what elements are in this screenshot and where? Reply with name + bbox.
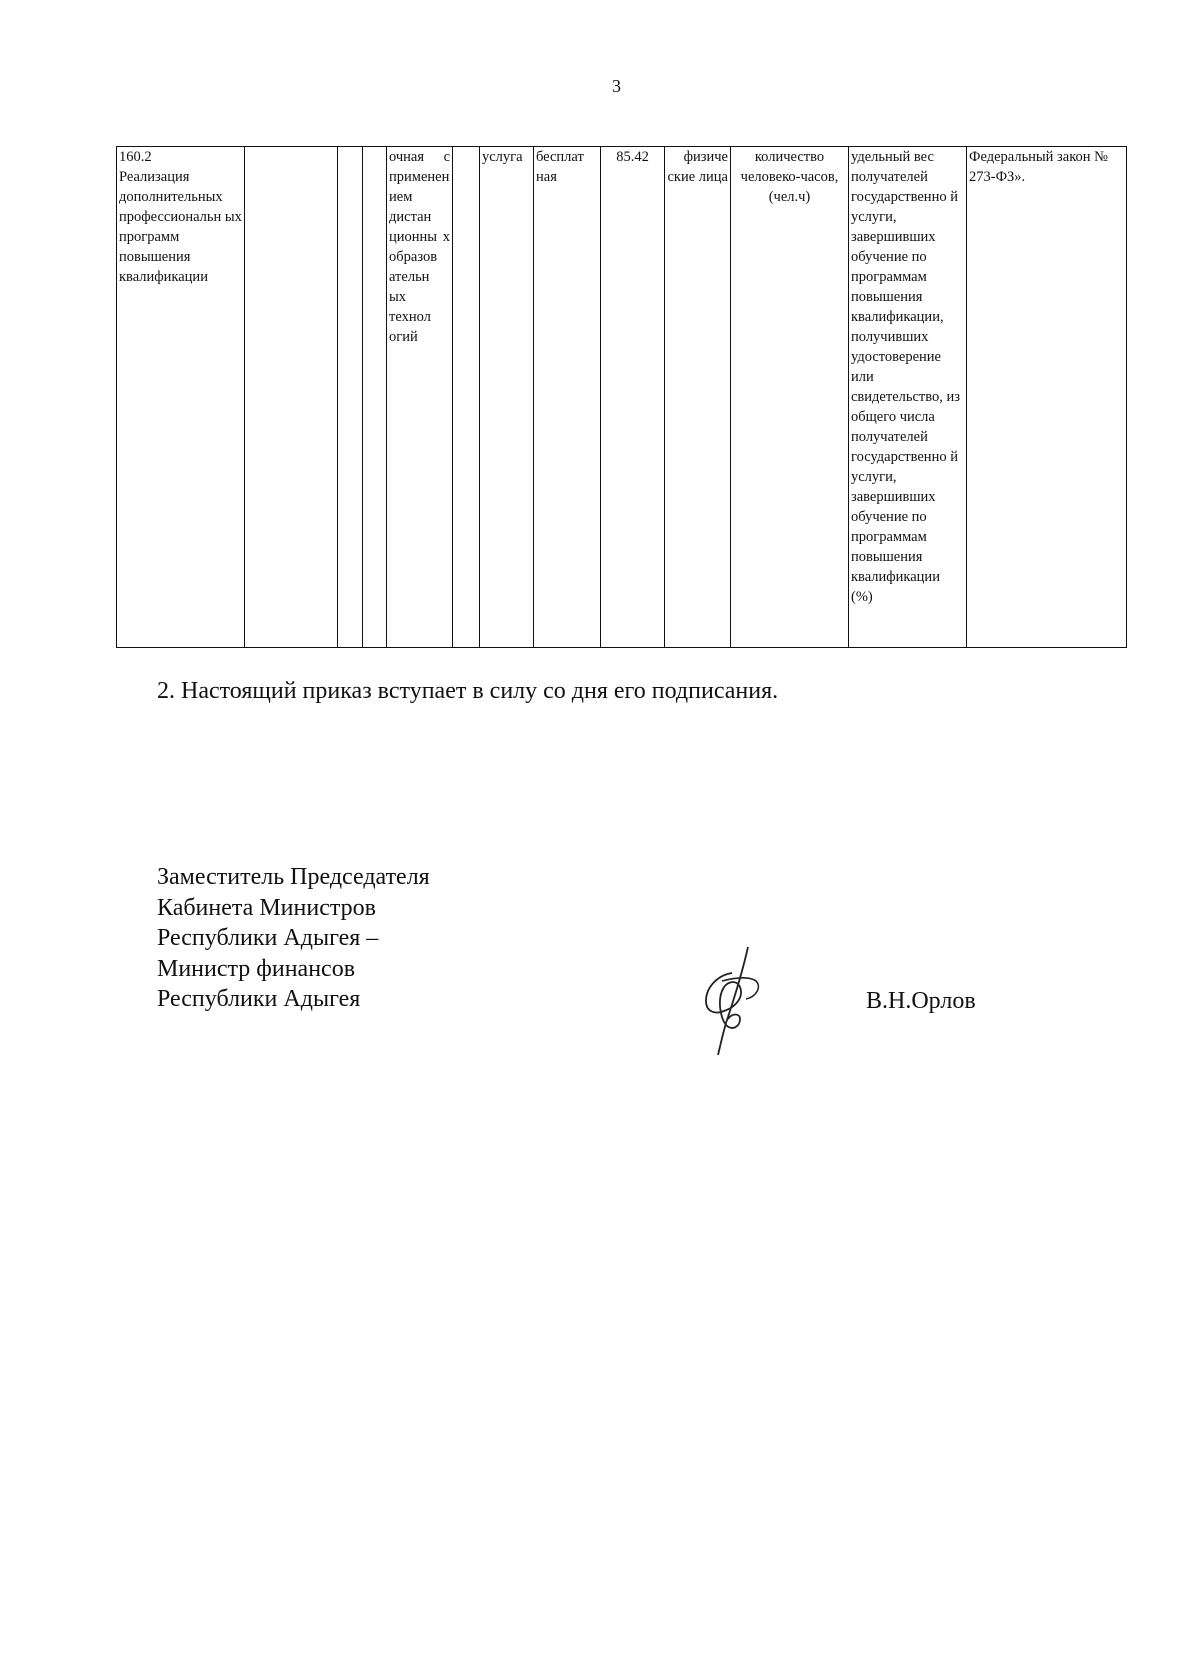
service-name-cell [117,147,245,648]
empty-cell [453,147,480,648]
signer-title-line: Кабинета Министров [157,894,376,921]
clause-text: 2. Настоящий приказ вступает в силу со дня его подписания. [157,678,779,704]
service-name: Реализация дополнительных профессиональн ых программ повышения квалификации [119,169,242,285]
payment-cell: бесплат ная [534,147,601,648]
table-row [117,147,1127,648]
empty-cell [245,147,338,648]
signer-title [157,862,430,1015]
quality-indicator-cell: удельный вес получателей государственно й услуги, завершивших обучение по программам повышения квалификации, получивших удостоверение или свидетельство, из общего числа получателей государственно й услуги, завершивших обучение по программам повышения квалификации (%) [849,147,967,648]
signer-title-line: Министр финансов [157,955,356,982]
services-table [116,146,1127,648]
signer-title-line: Республики Адыгея [157,986,361,1012]
empty-cell [363,147,387,648]
handwritten-signature [700,945,770,1057]
form-cell: очная с применением дистан ционны х образов ательн ых технол огий [387,147,453,648]
recipients-cell: физиче ские лица [665,147,731,648]
service-code: 160.2 [119,149,152,165]
empty-cell [338,147,363,648]
signer-title-line: Заместитель Председателя [157,864,430,890]
signer-name: В.Н.Орлов [866,988,976,1014]
type-cell: услуга [480,147,534,648]
legal-basis-cell: Федеральный закон № 273-ФЗ». [967,147,1127,648]
code-cell: 85.42 [601,147,665,648]
page-number: 3 [612,76,621,96]
volume-indicator-cell: количество человеко-часов, (чел.ч) [731,147,849,648]
signer-title-line: Республики Адыгея – [157,925,379,951]
